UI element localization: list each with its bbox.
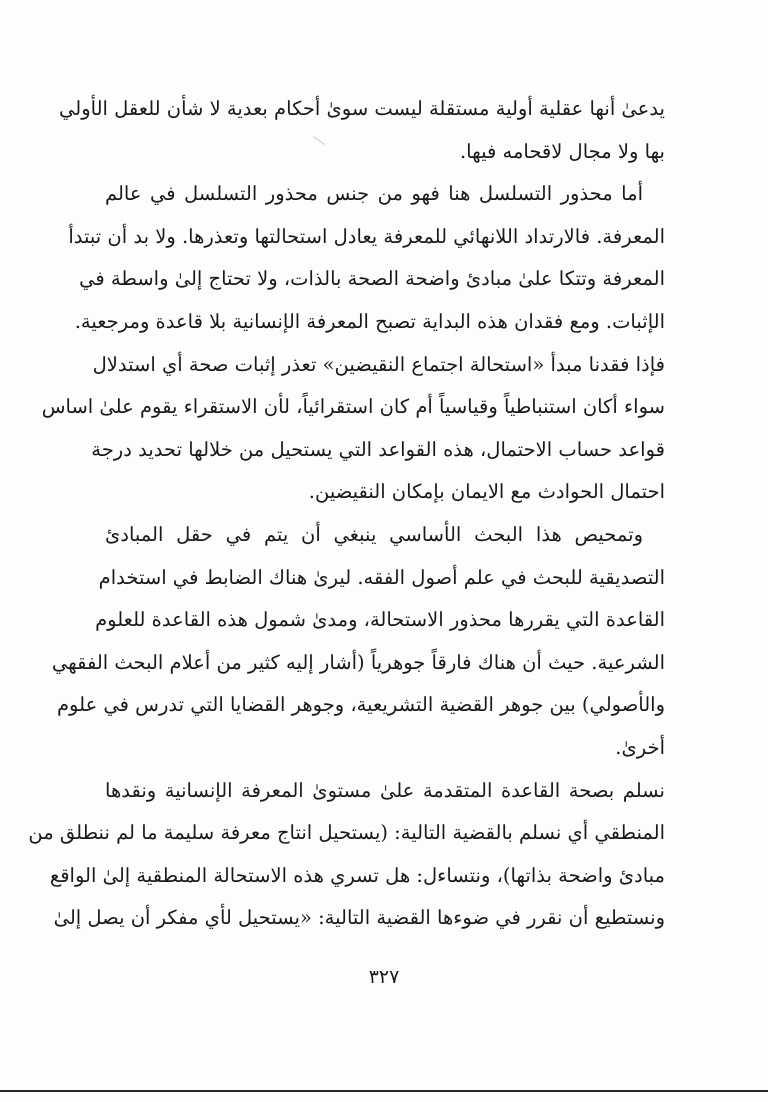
text-line: المعرفة. فالارتداد اللانهائي للمعرفة يعادل استحالتها وتعذرها. ولا بد أن تبتدأ <box>68 224 665 248</box>
page-number: ٣٢٧ <box>368 966 400 988</box>
text-line: مبادئ واضحة بذاتها)، ونتساءل: هل تسري هذه الاستحالة المنطقية إلىٰ الواقع <box>49 863 665 887</box>
text-line: والأصولي) بين جوهر القضية التشريعية، وجوهر القضايا التي تدرس في علوم <box>56 693 665 717</box>
scan-edge-line <box>0 1090 768 1092</box>
text-line: الإثبات. ومع فقدان هذه البداية تصبح المعرفة الإنسانية بلا قاعدة ومرجعية. <box>74 309 665 333</box>
text-line: المعرفة وتتكا علىٰ مبادئ واضحة الصحة بالذات، ولا تحتاج إلىٰ واسطة في <box>79 267 665 291</box>
text-line: بها ولا مجال لاقحامه فيها. <box>459 139 665 163</box>
text-line: يدعىٰ أنها عقلية أولية مستقلة ليست سوىٰ أحكام بعدية لا شأن للعقل الأولي <box>59 97 665 120</box>
text-line: ونستطيع أن نقرر في ضوءها القضية التالية: «يستحيل لأي مفكر أن يصل إلىٰ <box>53 906 665 930</box>
text-line: الشرعية. حيث أن هناك فارقاً جوهرياً (أشار إليه كثير من أعلام البحث الفقهي <box>51 650 665 674</box>
text-line: قواعد حساب الاحتمال، هذه القواعد التي يستحيل من خلالها تحديد درجة <box>91 437 665 461</box>
text-line: القاعدة التي يقررها محذور الاستحالة، ومدىٰ شمول هذه القاعدة للعلوم <box>95 608 665 632</box>
text-line: احتمال الحوادث مع الايمان بإمكان النقيضين. <box>308 480 665 504</box>
text-line: التصديقية للبحث في علم أصول الفقه. ليرىٰ هناك الضابط في استخدام <box>98 565 665 589</box>
text-line: سواء أكان استنباطياً وقياسياً أم كان استقرائياً، لأن الاستقراء يقوم علىٰ اساس <box>41 395 665 419</box>
text-line: فإذا فقدنا مبدأ «استحالة اجتماع النقيضين» تعذر إثبات صحة أي استدلال <box>92 352 665 376</box>
body-text <box>28 88 665 940</box>
text-line: أخرىٰ. <box>615 735 665 759</box>
text-line: المنطقي أي نسلم بالقضية التالية: (يستحيل انتاج معرفة سليمة ما لم ننطلق من <box>28 821 665 845</box>
paragraph-start-line: أما محذور التسلسل هنا فهو من جنس محذور التسلسل في عالم <box>105 182 643 206</box>
paragraph-start-line: وتمحيص هذا البحث الأساسي ينبغي أن يتم في حقل المبادئ <box>105 522 643 546</box>
paragraph-start-line: نسلم بصحة القاعدة المتقدمة علىٰ مستوىٰ المعرفة الإنسانية ونقدها <box>105 778 665 802</box>
